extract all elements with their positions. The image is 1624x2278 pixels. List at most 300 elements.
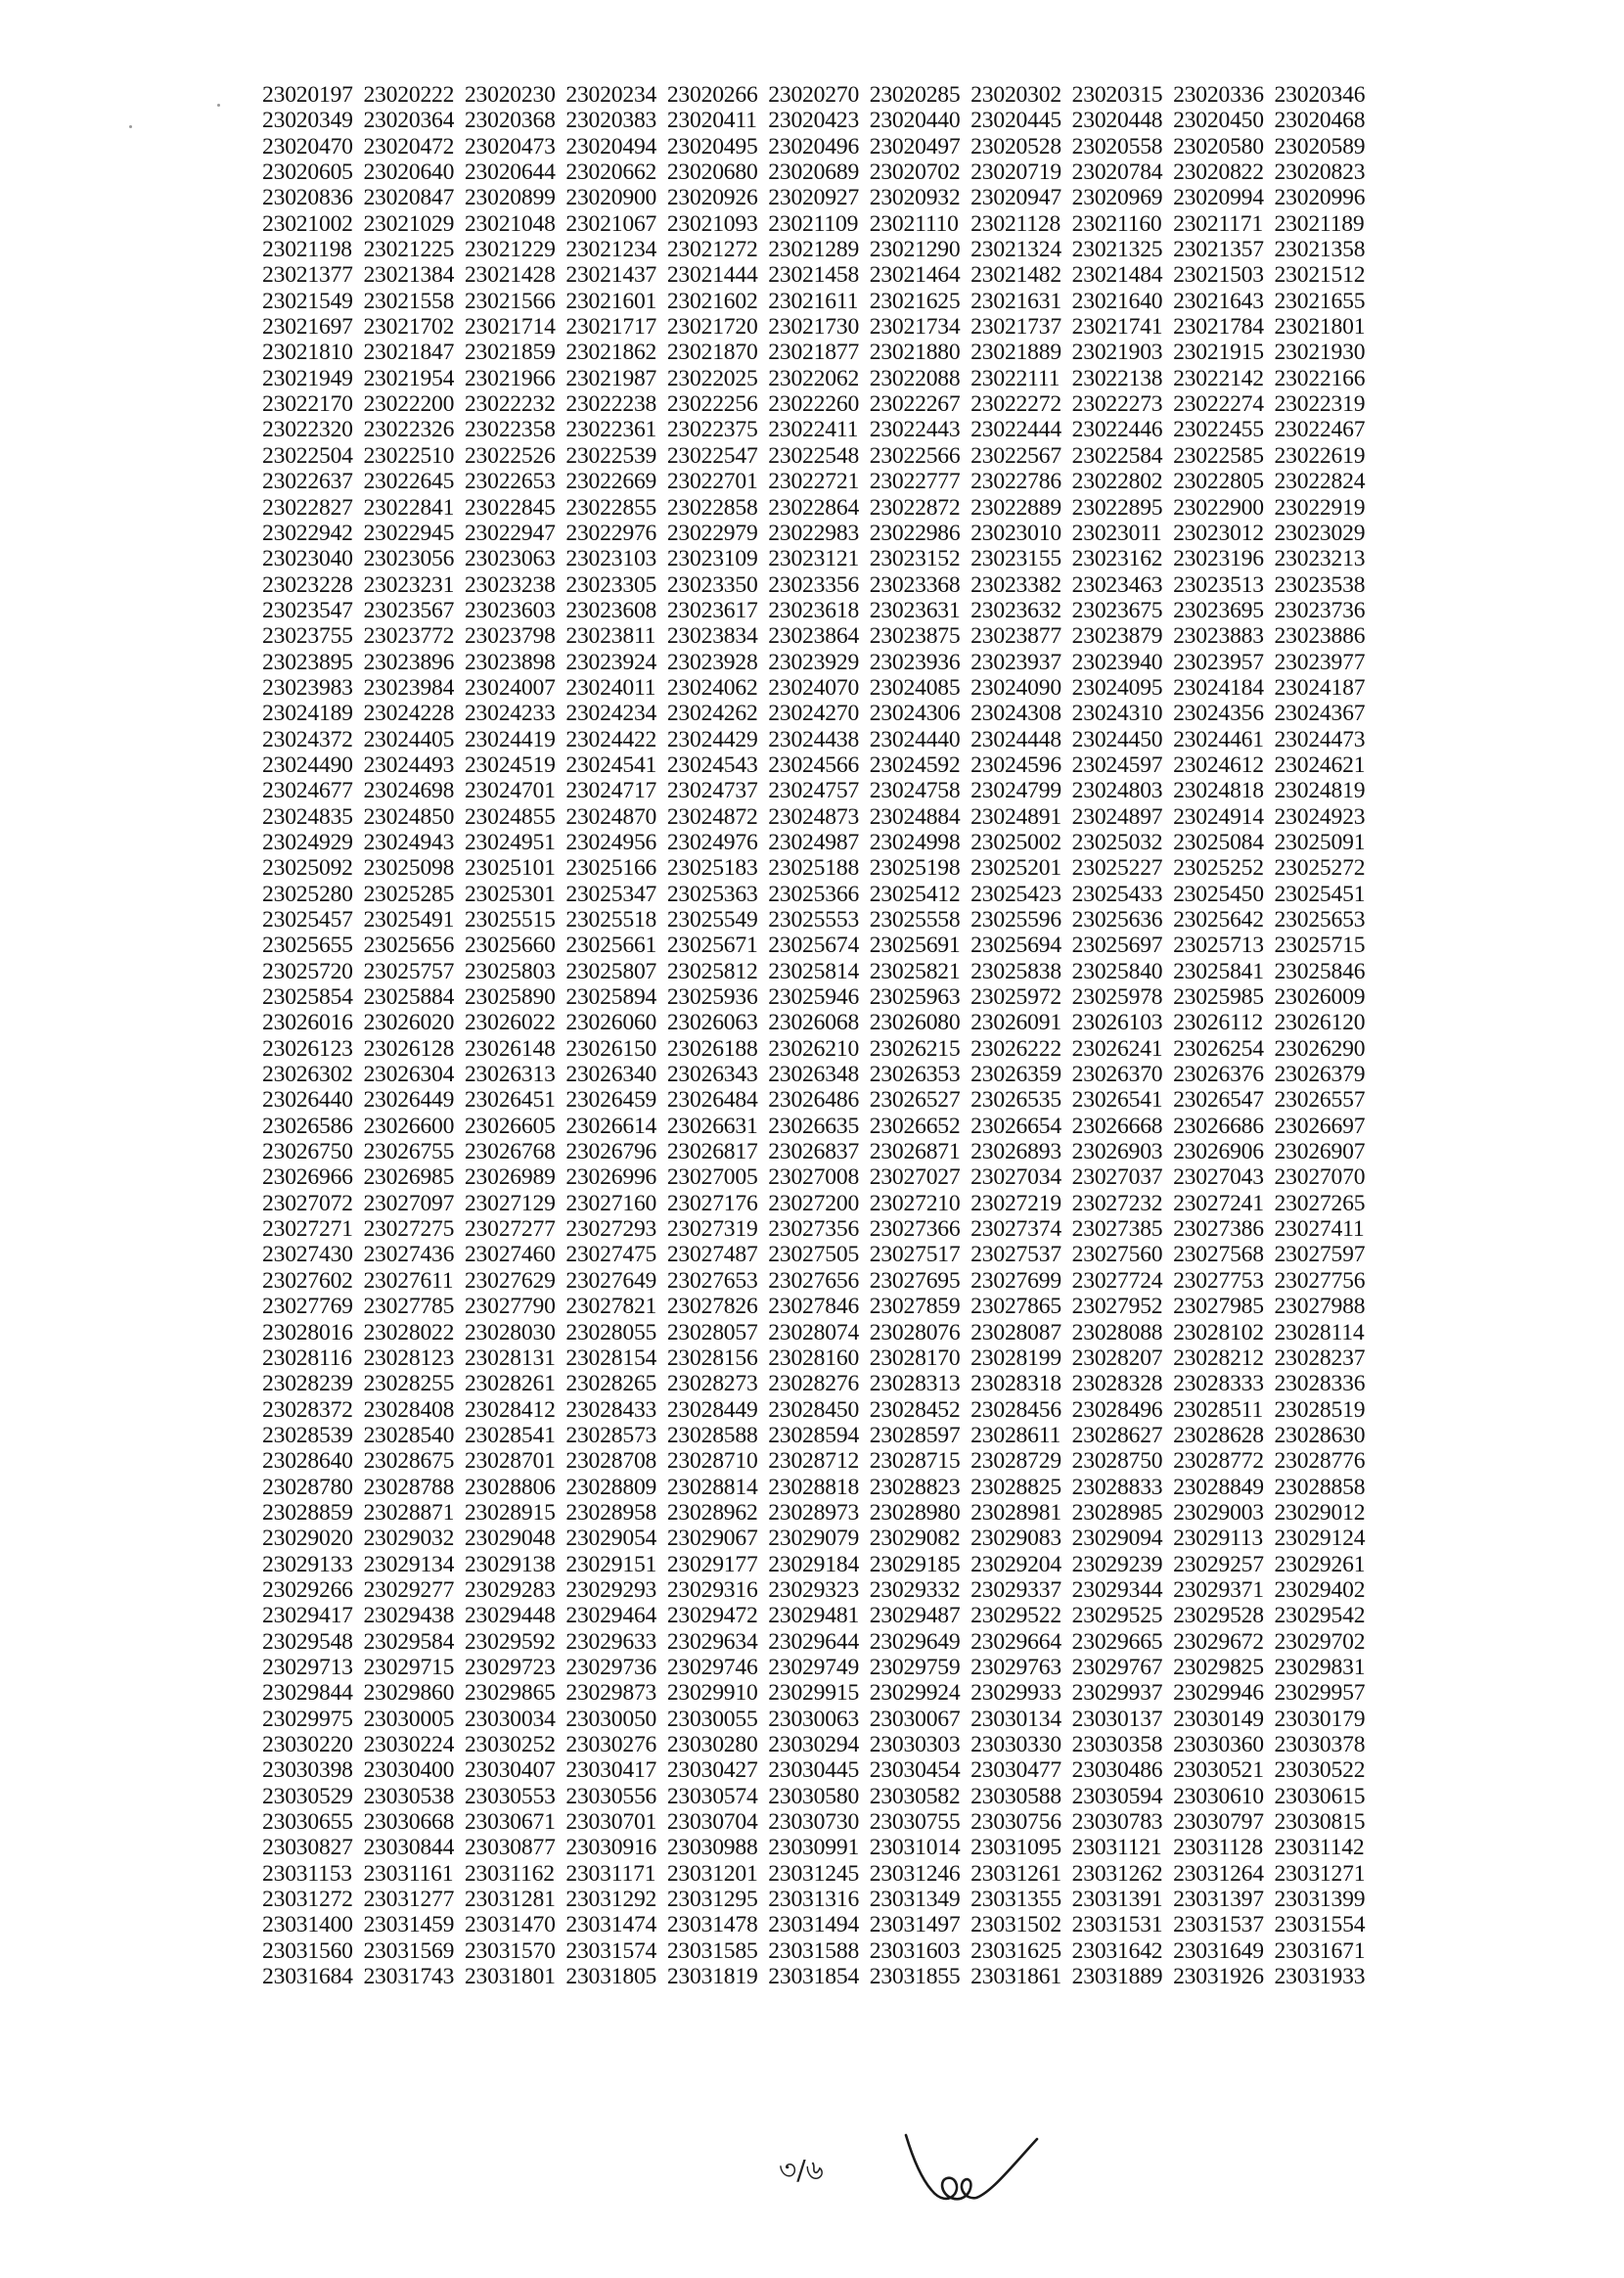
roll-number-cell: 23030063 [768,1706,860,1732]
roll-number-cell: 23030815 [1274,1809,1366,1836]
roll-number-cell: 23022976 [565,520,657,546]
roll-number-cell: 23024184 [1173,674,1264,701]
roll-number-cell: 23020230 [464,82,556,108]
roll-number-cell: 23025840 [1071,958,1163,984]
roll-number-cell: 23031649 [1173,1937,1264,1964]
roll-number-cell: 23029257 [1173,1551,1264,1577]
roll-number-cell: 23024490 [262,752,353,778]
roll-number-cell: 23026302 [262,1062,353,1088]
margin-dot [217,104,220,107]
roll-number-cell: 23022267 [869,391,961,418]
roll-number-cell: 23027275 [363,1216,455,1243]
roll-number-cell: 23022895 [1071,494,1163,521]
roll-number-cell: 23022170 [262,391,353,418]
roll-number-cell: 23024189 [262,701,353,727]
roll-number-cell: 23029723 [464,1654,556,1680]
roll-number-cell: 23028496 [1071,1396,1163,1423]
roll-number-cell: 23026123 [262,1035,353,1062]
roll-number-cell: 23028074 [768,1319,860,1345]
roll-number-cell: 23028640 [262,1448,353,1475]
roll-number-cell: 23025280 [262,881,353,907]
roll-number-cell: 23022375 [666,417,758,443]
roll-number-cell: 23021643 [1173,288,1264,314]
roll-number-cell: 23022637 [262,469,353,495]
roll-number-cell: 23029749 [768,1654,860,1680]
roll-number-cell: 23028981 [970,1499,1061,1526]
roll-number-cell: 23028628 [1173,1422,1264,1448]
roll-number-cell: 23022273 [1071,391,1163,418]
roll-number-cell: 23026989 [464,1164,556,1191]
roll-number-cell: 23031861 [970,1964,1061,1990]
roll-number-cell: 23025002 [970,829,1061,855]
roll-number-cell: 23031855 [869,1964,961,1990]
roll-number-cell: 23026022 [464,1010,556,1036]
roll-number-cell: 23028261 [464,1371,556,1397]
roll-number-cell: 23025655 [262,933,353,959]
roll-number-cell: 23023040 [262,546,353,572]
roll-number-cell: 23025188 [768,855,860,882]
roll-number-cell: 23024897 [1071,803,1163,830]
roll-number-cell: 23030610 [1173,1783,1264,1809]
roll-number-cell: 23020423 [768,108,860,134]
roll-number-cell: 23028809 [565,1474,657,1500]
roll-number-cell: 23028871 [363,1499,455,1526]
roll-number-cell: 23021558 [363,288,455,314]
roll-number-cell: 23027505 [768,1242,860,1268]
roll-number-cell: 23024308 [970,701,1061,727]
roll-number-cell: 23030179 [1274,1706,1366,1732]
roll-number-cell: 23021290 [869,237,961,263]
roll-number-cell: 23030486 [1071,1757,1163,1784]
roll-number-cell: 23021289 [768,237,860,263]
roll-number-cell: 23030730 [768,1809,860,1836]
roll-number-cell: 23027366 [869,1216,961,1243]
roll-number-cell: 23023898 [464,649,556,675]
roll-number-cell: 23025642 [1173,907,1264,933]
roll-number-cell: 23028452 [869,1396,961,1423]
roll-number-cell: 23024998 [869,829,961,855]
roll-number-cell: 23027374 [970,1216,1061,1243]
roll-number-cell: 23021801 [1274,314,1366,341]
roll-number-cell: 23022566 [869,442,961,469]
roll-number-cell: 23020450 [1173,108,1264,134]
roll-number-cell: 23031295 [666,1887,758,1913]
roll-number-cell: 23024440 [869,726,961,752]
roll-number-cell: 23029332 [869,1576,961,1603]
roll-number-cell: 23020580 [1173,133,1264,159]
roll-number-cell: 23024306 [869,701,961,727]
roll-number-cell: 23027699 [970,1267,1061,1294]
roll-number-cell: 23029138 [464,1551,556,1577]
roll-number-cell: 23028412 [464,1396,556,1423]
roll-number-cell: 23021357 [1173,237,1264,263]
roll-number-cell: 23027475 [565,1242,657,1268]
roll-number-cell: 23031153 [262,1860,352,1887]
margin-dot [129,125,132,128]
roll-number-cell: 23026750 [262,1139,353,1165]
roll-number-cell: 23022467 [1274,417,1366,443]
roll-number-cell: 23023196 [1173,546,1264,572]
page-number: ৩/৬ [779,2154,824,2186]
roll-number-cell: 23020368 [464,108,556,134]
roll-number-cell: 23029865 [464,1680,556,1707]
roll-number-cell: 23031531 [1071,1912,1163,1938]
roll-number-cell: 23022701 [666,469,758,495]
roll-number-cell: 23028170 [869,1344,961,1371]
roll-number-cell: 23026068 [768,1010,860,1036]
roll-number-cell: 23020528 [970,133,1061,159]
roll-number-cell: 23027176 [666,1190,758,1216]
roll-number-cell: 23025757 [363,958,455,984]
roll-number-cell: 23030358 [1071,1732,1163,1757]
roll-number-cell: 23028780 [262,1474,353,1500]
roll-number-cell: 23023834 [666,623,758,650]
roll-number-cell: 23023736 [1274,597,1366,623]
roll-number-cell: 23021110 [869,210,959,237]
roll-number-cell: 23030615 [1274,1783,1366,1809]
roll-number-cell: 23028255 [363,1371,455,1397]
roll-number-cell: 23029277 [363,1576,455,1603]
roll-number-cell: 23031603 [869,1937,961,1964]
roll-number-cell: 23028849 [1173,1474,1264,1500]
roll-number-cell: 23028207 [1071,1344,1163,1371]
roll-number-cell: 23031272 [262,1887,353,1913]
roll-number-cell: 23024596 [970,752,1061,778]
roll-number-cell: 23021225 [363,237,455,263]
roll-number-cell: 23023231 [363,571,455,598]
roll-number-cell: 23022805 [1173,469,1264,495]
roll-number-cell: 23027629 [464,1267,556,1294]
roll-number-cell: 23030330 [970,1732,1061,1757]
roll-number-cell: 23028539 [262,1422,353,1448]
roll-number-cell: 23022653 [464,469,556,495]
roll-number-cell: 23026150 [565,1035,657,1062]
roll-number-cell: 23029032 [363,1526,455,1552]
roll-number-cell: 23029759 [869,1654,961,1680]
roll-number-cell: 23025272 [1274,855,1366,882]
roll-number-cell: 23023936 [869,649,961,675]
roll-number-cell: 23020926 [666,185,758,211]
roll-number-cell: 23027430 [262,1242,353,1268]
roll-number-cell: 23031554 [1274,1912,1366,1938]
roll-number-cell: 23024951 [464,829,556,855]
roll-number-cell: 23024062 [666,674,758,701]
roll-number-cell: 23026903 [1071,1139,1163,1165]
roll-number-cell: 23029048 [464,1526,556,1552]
roll-number-cell: 23022232 [464,391,556,418]
roll-number-cell: 23020680 [666,159,758,186]
roll-number-cell: 23029177 [666,1551,758,1577]
roll-number-cell: 23021484 [1071,262,1163,289]
roll-number-cell: 23029715 [363,1654,455,1680]
roll-number-cell: 23021611 [768,288,859,314]
roll-number-cell: 23025101 [464,855,556,882]
roll-number-cell: 23030224 [363,1732,455,1757]
roll-number-cell: 23025803 [464,958,556,984]
roll-number-cell: 23023928 [666,649,758,675]
roll-number-cell: 23031292 [565,1887,657,1913]
roll-number-cell: 23027293 [565,1216,657,1243]
roll-number-cell: 23029020 [262,1526,353,1552]
roll-number-cell: 23028519 [1274,1396,1366,1423]
roll-number-cell: 23031397 [1173,1887,1264,1913]
roll-number-cell: 23030398 [262,1757,353,1784]
roll-number-cell: 23024597 [1071,752,1163,778]
roll-number-cell: 23021949 [262,365,353,391]
roll-number-cell: 23026210 [768,1035,860,1062]
roll-number-cell: 23025854 [262,984,353,1011]
roll-number-cell: 23027072 [262,1190,353,1216]
roll-number-cell: 23021566 [464,288,556,314]
roll-number-cell: 23025252 [1173,855,1264,882]
roll-number-cell: 23025166 [565,855,657,882]
roll-number-cell: 23026348 [768,1062,860,1088]
roll-number-cell: 23028630 [1274,1422,1366,1448]
roll-number-cell: 23025091 [1274,829,1366,855]
roll-number-cell: 23031560 [262,1937,353,1964]
roll-number-cell: 23021503 [1173,262,1264,289]
roll-number-cell: 23027034 [970,1164,1061,1191]
roll-number-cell: 23023029 [1274,520,1366,546]
roll-number-cell: 23021847 [363,340,455,366]
roll-number-cell: 23020445 [970,108,1061,134]
roll-number-cell: 23025656 [363,933,455,959]
roll-number-cell: 23030655 [262,1809,353,1836]
roll-number-cell: 23027271 [262,1216,353,1243]
roll-number-cell: 23030556 [565,1783,657,1809]
roll-number-cell: 23028076 [869,1319,961,1345]
roll-number-cell: 23029134 [363,1551,455,1577]
roll-number-cell: 23027160 [565,1190,657,1216]
roll-number-cell: 23027265 [1274,1190,1366,1216]
roll-number-cell: 23021428 [464,262,556,289]
roll-number-cell: 23031743 [363,1964,455,1990]
roll-number-cell: 23028594 [768,1422,860,1448]
roll-number-cell: 23029767 [1071,1654,1163,1680]
roll-number-cell: 23023983 [262,674,353,701]
roll-number-cell: 23027356 [768,1216,860,1243]
roll-number-cell: 23027517 [869,1242,961,1268]
roll-number-cell: 23027008 [768,1164,860,1191]
roll-number-cell: 23028199 [970,1344,1061,1371]
roll-number-cell: 23030378 [1274,1732,1366,1757]
roll-number-cell: 23022260 [768,391,860,418]
roll-number-cell: 23026459 [565,1087,657,1114]
roll-number-cell: 23031497 [869,1912,961,1938]
roll-number-cell: 23025713 [1173,933,1264,959]
roll-number-cell: 23030522 [1274,1757,1366,1784]
roll-number-cell: 23022443 [869,417,961,443]
roll-number-cell: 23023356 [768,571,860,598]
roll-number-cell: 23027865 [970,1294,1061,1320]
roll-number-cell: 23030797 [1173,1809,1264,1836]
roll-number-cell: 23027210 [869,1190,961,1216]
roll-number-cell: 23024987 [768,829,860,855]
roll-number-cell: 23025894 [565,984,657,1011]
roll-number-cell: 23028154 [565,1344,657,1371]
roll-number-cell: 23022510 [363,442,455,469]
roll-number-cell: 23023011 [1071,520,1162,546]
roll-number-cell: 23023617 [666,597,758,623]
roll-number-cell: 23021512 [1274,262,1366,289]
roll-number-cell: 23023368 [869,571,961,598]
roll-number-cell: 23028449 [666,1396,758,1423]
roll-number-cell: 23020222 [363,82,455,108]
roll-number-cell: 23020302 [970,82,1061,108]
roll-number-cell: 23022320 [262,417,353,443]
roll-number-cell: 23028433 [565,1396,657,1423]
roll-number-cell: 23027129 [464,1190,556,1216]
roll-number-cell: 23028973 [768,1499,860,1526]
roll-number-cell: 23026871 [869,1139,961,1165]
roll-number-cell: 23026652 [869,1113,961,1139]
roll-number-cell: 23027385 [1071,1216,1163,1243]
roll-number-cell: 23025457 [262,907,353,933]
roll-number-cell: 23024758 [869,778,961,804]
roll-number-cell: 23029337 [970,1576,1061,1603]
roll-number-cell: 23030756 [970,1809,1061,1836]
roll-number-cell: 23022504 [262,442,353,469]
roll-number-cell: 23027649 [565,1267,657,1294]
roll-number-cell: 23030594 [1071,1783,1163,1809]
roll-number-cell: 23022669 [565,469,657,495]
roll-number-cell: 23021903 [1071,340,1163,366]
roll-number-cell: 23023632 [970,597,1061,623]
roll-number-cell: 23029094 [1071,1526,1163,1552]
roll-number-cell: 23030521 [1173,1757,1264,1784]
roll-number-cell: 23030149 [1173,1706,1264,1732]
roll-number-cell: 23025691 [869,933,961,959]
roll-number-cell: 23031355 [970,1887,1061,1913]
roll-number-cell: 23026697 [1274,1113,1366,1139]
roll-number-cell: 23023618 [768,597,860,623]
roll-number-cell: 23029487 [869,1603,961,1629]
roll-number-cell: 23024007 [464,674,556,701]
roll-number-cell: 23027597 [1274,1242,1366,1268]
roll-number-cell: 23023879 [1071,623,1163,650]
roll-number-cell: 23024872 [666,803,758,830]
roll-number-cell: 23024233 [464,701,556,727]
roll-number-cell: 23023603 [464,597,556,623]
roll-number-cell: 23026907 [1274,1139,1366,1165]
roll-number-cell: 23024621 [1274,752,1366,778]
roll-number-cell: 23025366 [768,881,860,907]
roll-number-cell: 23029293 [565,1576,657,1603]
roll-number-cell: 23028022 [363,1319,455,1345]
roll-number-cell: 23021810 [262,340,353,366]
roll-number-cell: 23031625 [970,1937,1061,1964]
roll-number-cell: 23025720 [262,958,353,984]
roll-number-cell: 23031142 [1274,1835,1365,1861]
roll-number-cell: 23023109 [666,546,758,572]
roll-number-cell: 23023675 [1071,597,1163,623]
roll-number-cell: 23031494 [768,1912,860,1938]
roll-number-cell: 23020558 [1071,133,1163,159]
roll-number-cell: 23023875 [869,623,961,650]
roll-number-cell: 23031470 [464,1912,556,1938]
roll-number-cell: 23021198 [262,237,352,263]
roll-number-cell: 23028239 [262,1371,353,1397]
roll-number-cell: 23029713 [262,1654,353,1680]
roll-number-cell: 23029910 [666,1680,758,1707]
roll-number-cell: 23026451 [464,1087,556,1114]
roll-number-cell: 23029736 [565,1654,657,1680]
roll-number-cell: 23029133 [262,1551,353,1577]
roll-number-cell: 23027756 [1274,1267,1366,1294]
roll-number-cell: 23031801 [464,1964,556,1990]
roll-number-cell: 23024737 [666,778,758,804]
roll-number-cell: 23023886 [1274,623,1366,650]
roll-number-cell: 23021029 [363,210,455,237]
roll-number-cell: 23023305 [565,571,657,598]
roll-number-cell: 23030294 [768,1732,860,1757]
roll-number-cell: 23030553 [464,1783,556,1809]
roll-number-cell: 23020689 [768,159,860,186]
roll-number-cell: 23024943 [363,829,455,855]
roll-number-cell: 23023463 [1071,571,1163,598]
roll-number-cell: 23026449 [363,1087,455,1114]
roll-number-cell: 23026020 [363,1010,455,1036]
roll-number-cell: 23029185 [869,1551,961,1577]
roll-number-cell: 23030137 [1071,1706,1163,1732]
roll-number-cell: 23026359 [970,1062,1061,1088]
roll-number-cell: 23030827 [262,1835,353,1861]
roll-number-cell: 23022256 [666,391,758,418]
roll-number-cell: 23030755 [869,1809,961,1836]
roll-number-cell: 23022827 [262,494,353,521]
roll-number-cell: 23027656 [768,1267,860,1294]
roll-number-cell: 23023063 [464,546,556,572]
roll-number-cell: 23025491 [363,907,455,933]
roll-number-cell: 23026605 [464,1113,556,1139]
roll-number-cell: 23024956 [565,829,657,855]
roll-number-cell: 23026016 [262,1010,353,1036]
roll-number-cell: 23024757 [768,778,860,804]
roll-number-cell: 23026654 [970,1113,1061,1139]
roll-number-cell: 23031569 [363,1937,455,1964]
roll-number-cell: 23027790 [464,1294,556,1320]
roll-number-cell: 23031121 [1071,1835,1162,1861]
roll-number-cell: 23024262 [666,701,758,727]
roll-number-cell: 23029763 [970,1654,1061,1680]
roll-number-cell: 23022945 [363,520,455,546]
roll-number-cell: 23029860 [363,1680,455,1707]
roll-number-cell: 23029933 [970,1680,1061,1707]
roll-number-cell: 23026586 [262,1113,353,1139]
roll-number-cell: 23028102 [1173,1319,1264,1345]
roll-number-cell: 23029402 [1274,1576,1366,1603]
roll-number-cell: 23031277 [363,1887,455,1913]
roll-number-cell: 23030580 [768,1783,860,1809]
roll-number-cell: 23024367 [1274,701,1366,727]
roll-number-cell: 23029344 [1071,1576,1163,1603]
roll-number-cell: 23029831 [1274,1654,1366,1680]
roll-number-cell: 23026091 [970,1010,1061,1036]
roll-number-cell: 23030991 [768,1835,860,1861]
roll-number-cell: 23031588 [768,1937,860,1964]
roll-number-cell: 23031400 [262,1912,353,1938]
roll-number-cell: 23028265 [565,1371,657,1397]
roll-number-cell: 23021870 [666,340,758,366]
roll-number-cell: 23026440 [262,1087,353,1114]
roll-number-cell: 23022111 [970,365,1060,391]
roll-number-cell: 23022326 [363,417,455,443]
roll-number-cell: 23023121 [768,546,860,572]
roll-number-cell: 23020496 [768,133,860,159]
roll-number-cell: 23020836 [262,185,353,211]
roll-number-cell: 23026103 [1071,1010,1163,1036]
roll-number-cell: 23031262 [1071,1860,1163,1887]
